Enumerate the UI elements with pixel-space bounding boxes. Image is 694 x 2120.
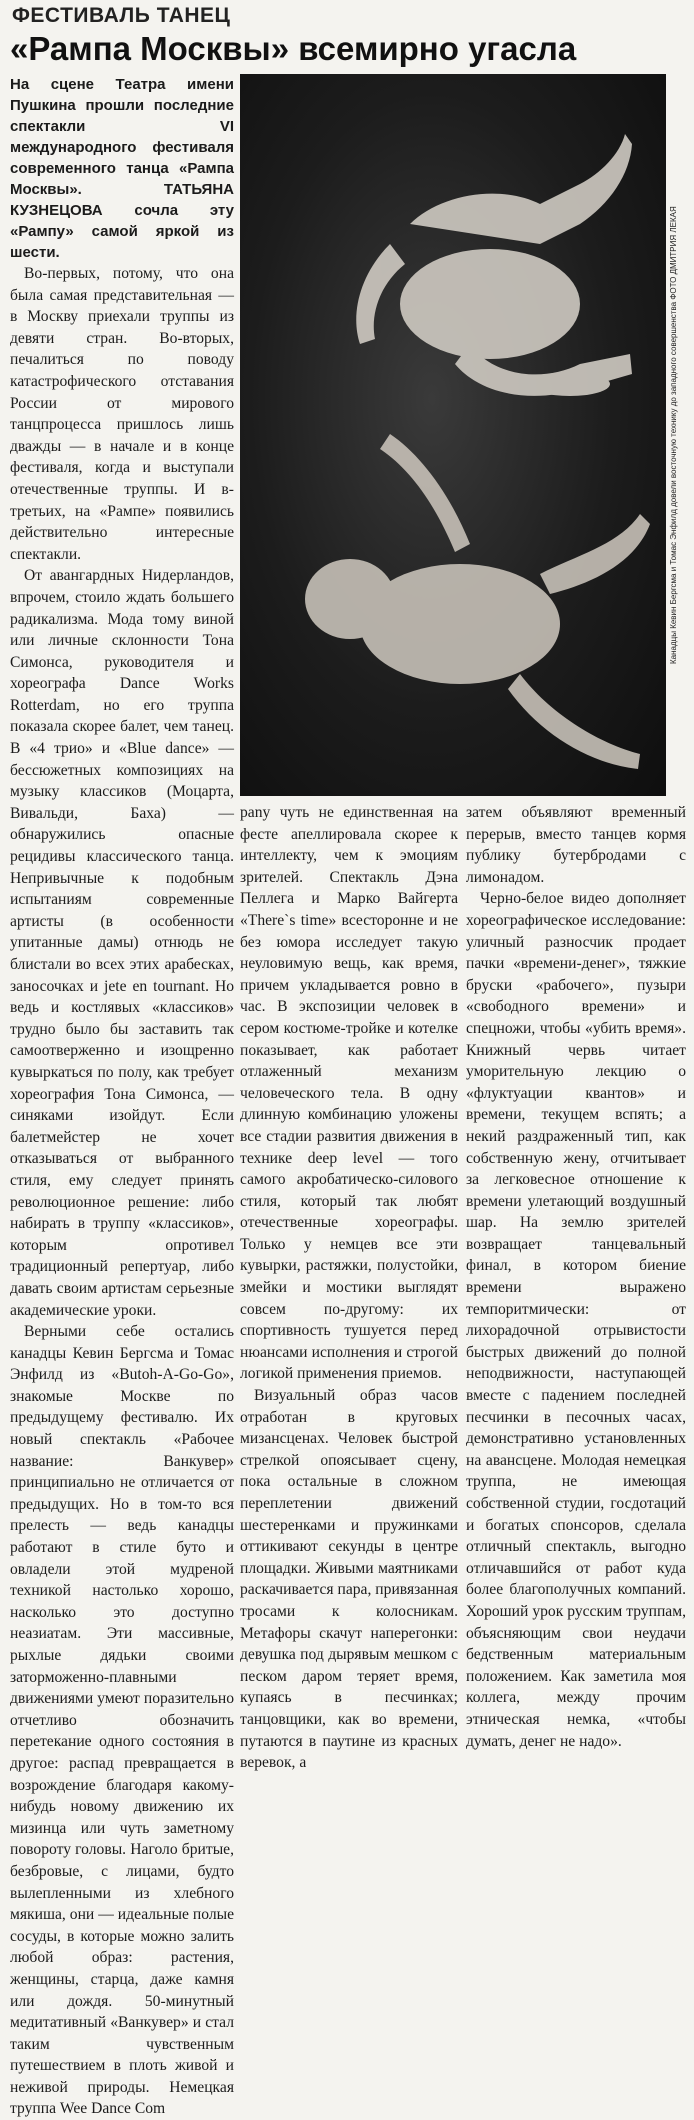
- paragraph: затем объявляют временный перерыв, вместо танцев кормя публику бутербродами с лимонадом.: [466, 804, 686, 886]
- dancers-figures: [240, 74, 666, 796]
- paragraph: pany чуть не единственная на фесте апеллировала скорее к интеллекту, чем к эмоциям зрителей. Спектакль Дэна Пеллега и Марко Вайгерта «There`s time» всесторонне и не без юмора исследует такую неуловимую вещь, как время, причем укладывается ровно в час. В экспозиции человек в сером костюме-тройке и котелке показывает, как работает отлаженный механизм человеческого тела. В одну длинную комбинацию уложены все стадии развития движения в технике deep level — того самого акробатическо-силового стиля, который так любят отечественные хореографы. Только у немцев все эти кувырки, растяжки, полустойки, змейки и мостики выглядят совсем по-другому: их спортивность тушуется перед нюансами исполнения и строгой логикой применения приемов.: [240, 804, 458, 1383]
- section-rubric: ФЕСТИВАЛЬ ТАНЕЦ: [12, 4, 231, 27]
- text-column-3: [466, 802, 686, 1752]
- paragraph: Верными себе остались канадцы Кевин Бергсма и Томас Энфилд из «Butoh-A-Go-Go», знакомые Москве по предыдущему фестивалю. Их новый спектакль «Рабочее название: Ванкувер» принципиально не отличается от предыдущих. Но в том-то вся прелесть — ведь канадцы работают в стиле буто и овладели этой мудреной техникой настолько хорошо, насколько это доступно неазиатам. Эти массивные, рыхлые дядьки своими заторможенно-плавными движениями умеют поразительно отчетливо обозначить перетекание одного состояния в другое: распад превращается в возрождение благодаря какому-нибудь новому движению их мизинца или чуть заметному повороту головы. Наголо бритые, безбровые, с лицами, будто вылепленными из хлебного мякиша, они — идеальные полые сосуды, в которые можно залить любой образ: растения, женщины, старца, даже камня или дождя. 50-минутный медитативный «Ванкувер» и стал таким чувственным путешествием в плоть живой и неживой природы. Немецкая труппа Wee Dance Com: [10, 1323, 234, 2118]
- paragraph: От авангардных Нидерландов, впрочем, стоило ждать большего радикализма. Мода тому виной или личные склонности Тона Симонса, руководителя и хореографа Dance Works Rotterdam, но его труппа показала скорее балет, чем танец. В «4 трио» и «Blue dance» — бессюжетных композициях на музыку классиков (Моцарта, Вивальди, Баха) — обнаружились опасные рецидивы классического танца. Непривычные к подобным испытаниям современные артисты (в особенности упитанные дамы) отнюдь не блистали во всех этих арабесках, заносочках и jete en tournant. Но ведь и костлявых «классиков» трудно было бы заставить так самоотверженно и изощренно кувыркаться по полу, как требует хореография Тона Симонса, — синяками изойдут. Если балетмейстер не хочет отказываться от выбранного стиля, ему следует принять революционное решение: либо набирать в труппу «классиков», которым опротивел традиционный репертуар, либо давать своим артистам серьезные академические уроки.: [10, 567, 234, 1319]
- caption-text: Канадцы Кевин Бергсма и Томас Энфилд довели восточную технику до западного совершенства: [669, 301, 678, 664]
- paragraph: Черно-белое видео дополняет хореографическое исследование: уличный разносчик продает пачки «времени-денег», тяжкие бруски «рабочего», пузыри «свободного времени» и спецножи, чтобы «убить время». Книжный червь читает уморительную лекцию о «флуктуации квантов» и времени, текущем вспять; а некий раздраженный тип, как собственную жену, отчитывает за легковесное отношение к времени улетающий воздушный шар. На землю зрителей возвращает танцевальный финал, в котором биение времени выражено темпоритмически: от лихорадочной отрывистости быстрых движений до полной неподвижности, наступающей вместе с падением последней песчинки в песочных часах, демонстративно установленных на авансцене. Молодая немецкая труппа, не имеющая собственной студии, госдотаций и богатых спонсоров, сделала отличный спектакль, выгодно отличавшийся от работ куда более благополучных компаний. Хороший урок русским труппам, объясняющим свои неудачи бедственным материальным положением. Как заметила моя коллега, между прочим этническая немка, «чтобы думать, денег не надо».: [466, 890, 686, 1750]
- paragraph: Во-первых, потому, что она была самая представительная — в Москву приехали труппы из девяти стран. Во-вторых, печалиться по поводу катастрофического отставания России от мирового танцпроцесса пришлось лишь дважды — в начале и в конце фестиваля, когда и выступали отечественные труппы. И в-третьих, на «Рампе» появились действительно интересные спектакли.: [10, 265, 234, 563]
- article-headline: «Рампа Москвы» всемирно угасла: [10, 30, 577, 67]
- text-column-1: [10, 74, 234, 2120]
- photo-credit: ФОТО ДМИТРИЯ ЛЕКАЯ: [669, 206, 678, 300]
- photo-caption: [668, 74, 686, 796]
- text-column-2: [240, 802, 458, 1774]
- dancers-photo: [240, 74, 666, 796]
- article-lead: На сцене Театра имени Пушкина прошли последние спектакли VI международного фестиваля современного танца «Рампа Москвы». ТАТЬЯНА КУЗНЕЦОВА сочла эту «Рампу» самой яркой из шести.: [10, 76, 234, 261]
- paragraph: Визуальный образ часов отработан в круговых мизансценах. Человек быстрой стрелкой опоясывает сцену, пока остальные в сложном переплетении движений шестеренками и пружинками оттикивают секунды в центре площадки. Живыми маятниками раскачивается пара, привязанная тросами к колосникам. Метафоры скачут наперегонки: девушка под дырявым мешком с песком даром теряет время, купаясь в песчинках; танцовщики, как во времени, путаются в паутине из красных веревок, а: [240, 1387, 458, 1772]
